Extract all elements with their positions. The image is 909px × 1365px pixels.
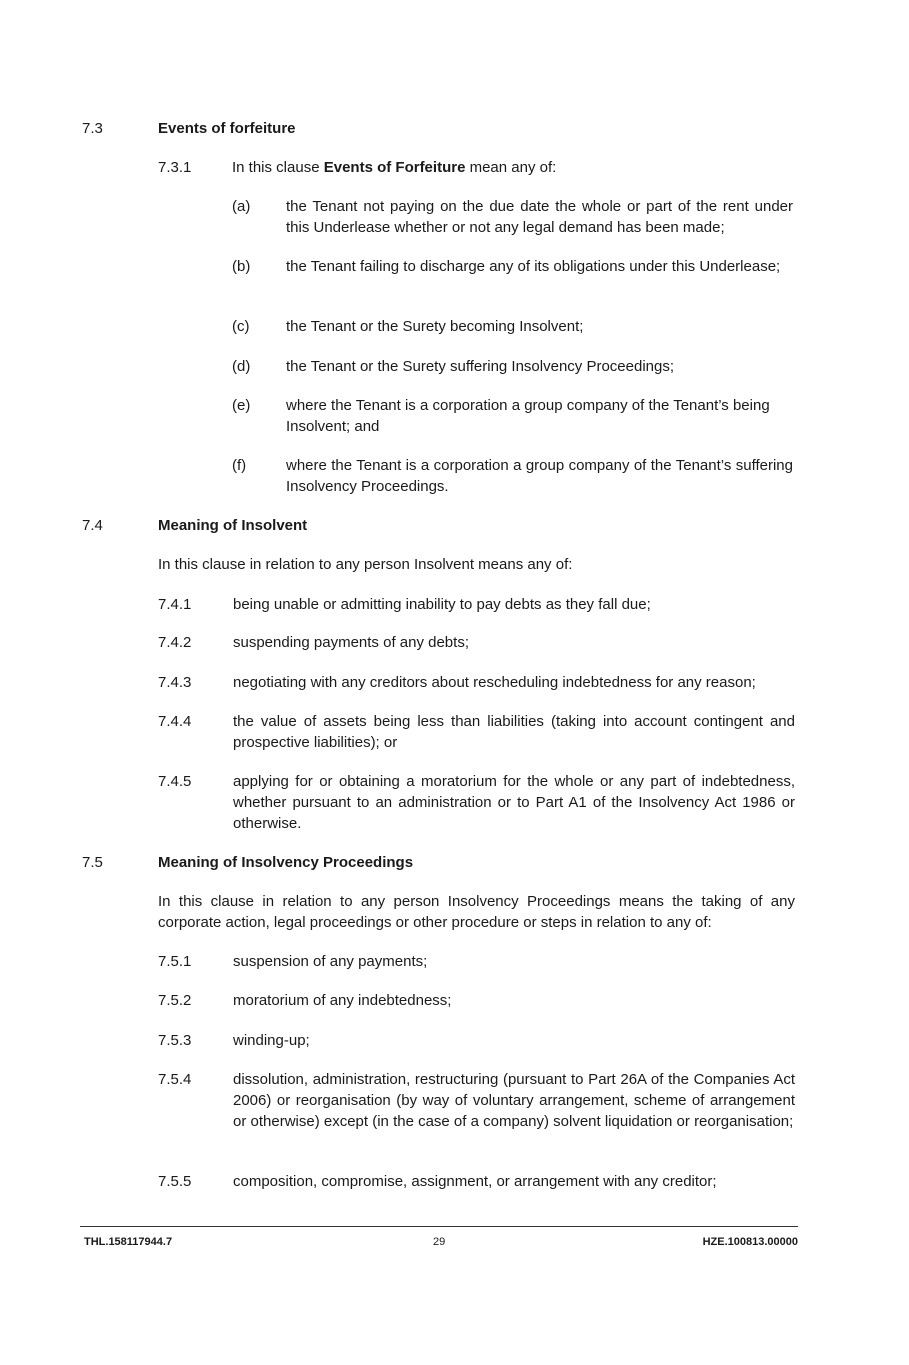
section-7-3-heading: Events of forfeiture (158, 120, 296, 137)
clause-7-5-4-number: 7.5.4 (158, 1071, 192, 1088)
section-7-5-number: 7.5 (82, 854, 103, 871)
footer-matter-ref: HZE.100813.00000 (702, 1236, 798, 1248)
clause-7-4-4-number: 7.4.4 (158, 713, 192, 730)
clause-7-4-2-number: 7.4.2 (158, 634, 192, 651)
section-7-5-intro: In this clause in relation to any person Insolvency Proceedings means the taking of any corporate action, legal proceedings or other procedure or steps in relation to any of: (158, 893, 795, 931)
clause-7-5-2-number: 7.5.2 (158, 992, 192, 1009)
item-c-label: (c) (232, 318, 250, 335)
item-d-label: (d) (232, 358, 251, 375)
clause-7-5-1-text: suspension of any payments; (233, 953, 428, 970)
footer-document-ref: THL.158117944.7 (84, 1236, 173, 1248)
clause-7-5-1-number: 7.5.1 (158, 953, 192, 970)
item-a-text: the Tenant not paying on the due date the whole or part of the rent under this Underlease whether or not any legal demand has been made; (286, 198, 793, 236)
clause-7-4-2-text: suspending payments of any debts; (233, 634, 469, 651)
clause-7-5-3-text: winding-up; (233, 1032, 310, 1049)
clause-7-4-4-text: the value of assets being less than liabilities (taking into account contingent and prospective liabilities); or (233, 713, 795, 751)
clause-7-5-4-text: dissolution, administration, restructuring (pursuant to Part 26A of the Companies Act 2006) or reorganisation (by way of voluntary arrangement, scheme of arrangement or otherwise) except (in the case of a company) solvent liquidation or reorganisation; (233, 1071, 795, 1130)
clause-7-5-2-text: moratorium of any indebtedness; (233, 992, 452, 1009)
section-7-4-heading: Meaning of Insolvent (158, 517, 308, 534)
clause-7-4-1-text: being unable or admitting inability to pay debts as they fall due; (233, 596, 651, 613)
clause-7-4-5-number: 7.4.5 (158, 773, 192, 790)
clause-7-5-5-number: 7.5.5 (158, 1173, 192, 1190)
item-d-text: the Tenant or the Surety suffering Insolvency Proceedings; (286, 358, 675, 375)
item-c-text: the Tenant or the Surety becoming Insolvent; (286, 318, 584, 335)
item-a-label: (a) (232, 198, 251, 215)
clause-7-4-5-text: applying for or obtaining a moratorium for the whole or any part of indebtedness, whether pursuant to an administration or to Part A1 of the Insolvency Act 1986 or otherwise. (233, 773, 795, 832)
clause-7-5-3-number: 7.5.3 (158, 1032, 192, 1049)
clause-7-3-1-pre: In this clause (232, 159, 324, 176)
item-e-text: where the Tenant is a corporation a group company of the Tenant’s being Insolvent; and (286, 397, 770, 435)
footer-rule (80, 1226, 798, 1227)
defined-term-events-of-forfeiture: Events of Forfeiture (323, 159, 466, 176)
clause-7-3-1-text (232, 157, 556, 178)
item-f-text: where the Tenant is a corporation a group company of the Tenant’s suffering Insolvency Proceedings. (286, 457, 793, 495)
item-e-label: (e) (232, 397, 251, 414)
section-7-4-number: 7.4 (82, 517, 103, 534)
section-7-4-intro: In this clause in relation to any person Insolvent means any of: (158, 556, 573, 573)
section-7-3-number: 7.3 (82, 120, 103, 137)
item-b-label: (b) (232, 258, 251, 275)
footer-page-number: 29 (433, 1236, 446, 1248)
section-7-5-heading: Meaning of Insolvency Proceedings (158, 854, 414, 871)
clause-7-3-1-post: mean any of: (465, 159, 557, 176)
item-b-text: the Tenant failing to discharge any of its obligations under this Underlease; (286, 258, 781, 275)
item-f-label: (f) (232, 457, 247, 474)
clause-7-5-5-text: composition, compromise, assignment, or arrangement with any creditor; (233, 1173, 717, 1190)
clause-7-4-3-text: negotiating with any creditors about rescheduling indebtedness for any reason; (233, 674, 756, 691)
clause-7-4-1-number: 7.4.1 (158, 596, 192, 613)
clause-7-3-1-number: 7.3.1 (158, 159, 192, 176)
clause-7-4-3-number: 7.4.3 (158, 674, 192, 691)
